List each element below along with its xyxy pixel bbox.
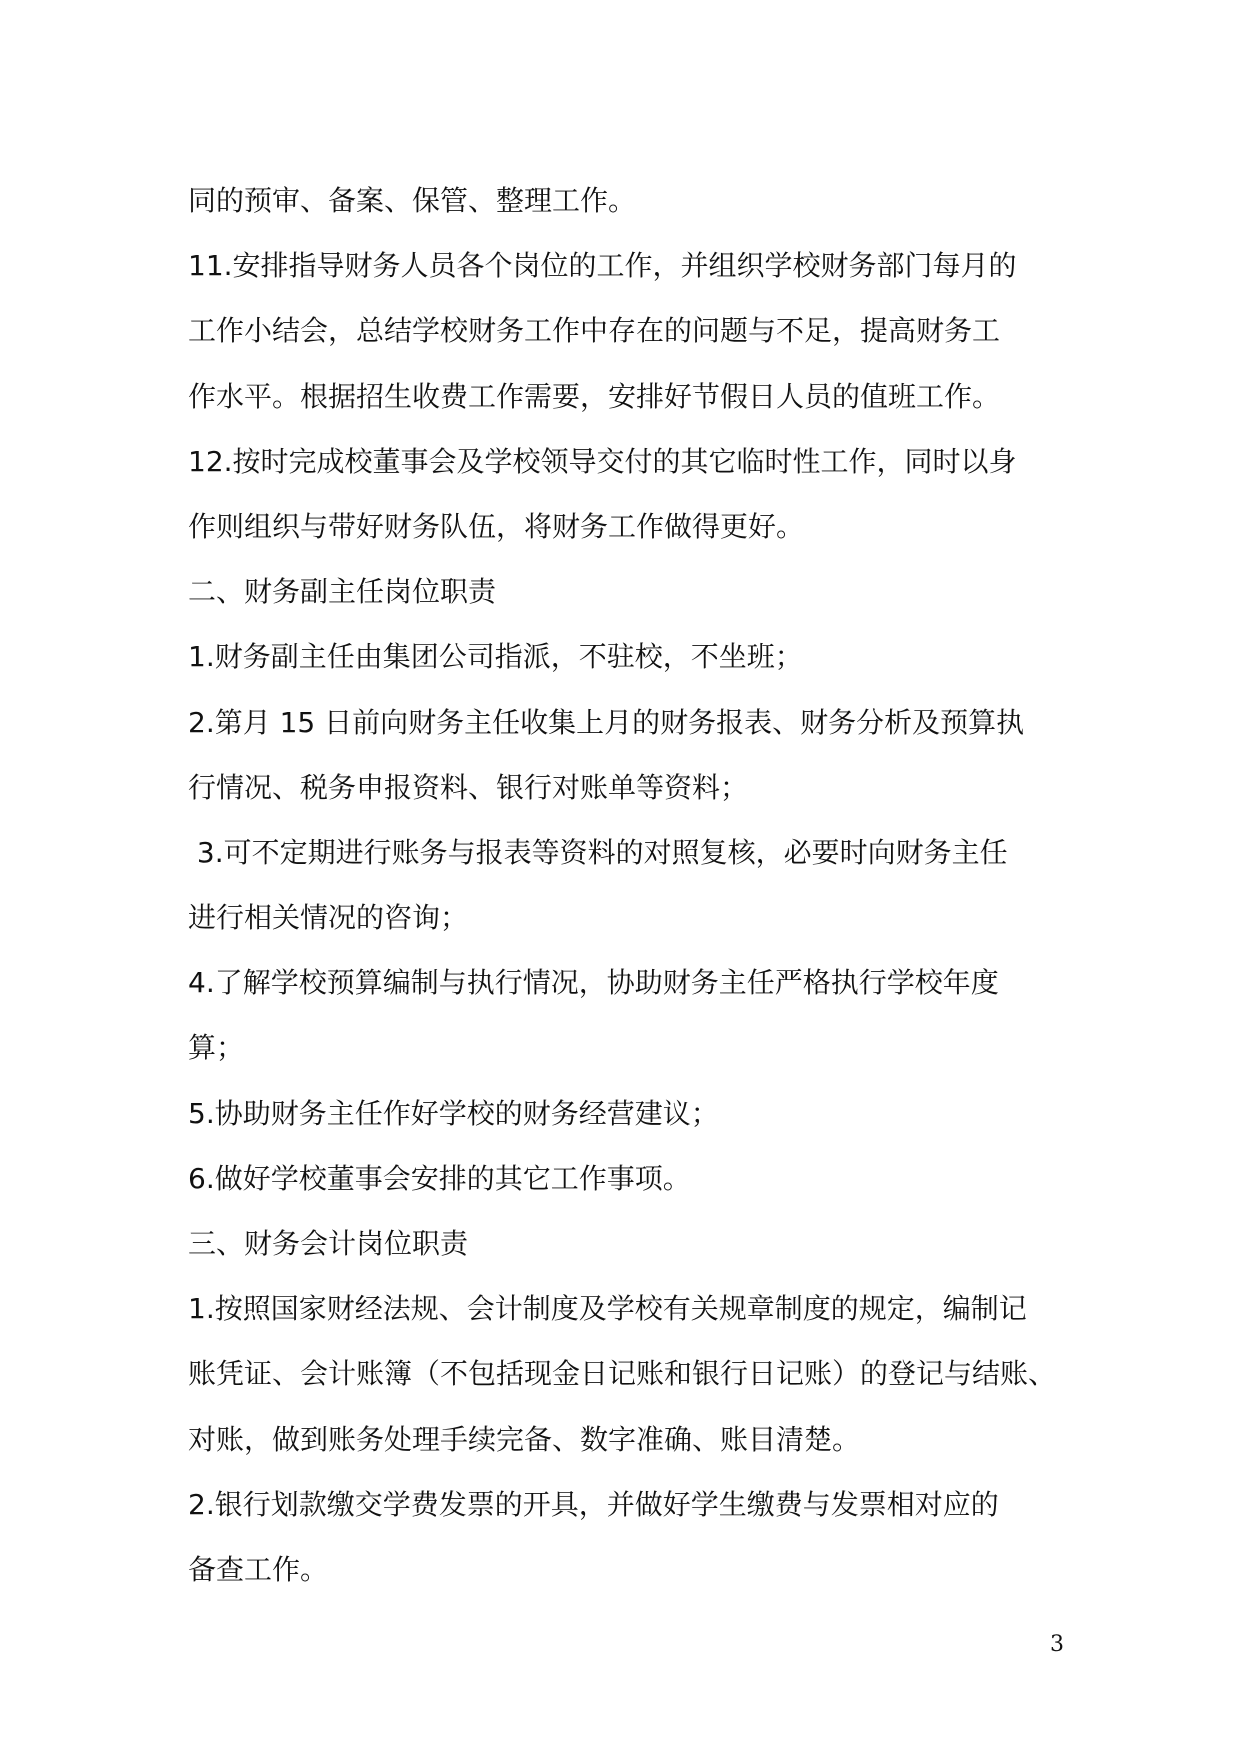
- document-body: [188, 168, 1068, 1602]
- text-line: 2.第月 15 日前向财务主任收集上月的财务报表、财务分析及预算执: [188, 705, 1025, 739]
- page-number: 3: [1050, 1632, 1064, 1657]
- text-line: 作水平。根据招生收费工作需要，安排好节假日人员的值班工作。: [188, 379, 1001, 413]
- section-heading: 三、财务会计岗位职责: [188, 1227, 469, 1260]
- text-line: 对账，做到账务处理手续完备、数字准确、账目清楚。: [188, 1422, 861, 1456]
- text-line: 同的预审、备案、保管、整理工作。: [188, 184, 637, 217]
- text-line: 11.安排指导财务人员各个岗位的工作，并组织学校财务部门每月的: [188, 249, 1017, 283]
- text-line: 行情况、税务申报资料、银行对账单等资料；: [188, 770, 749, 804]
- text-line: 12.按时完成校董事会及学校领导交付的其它临时性工作，同时以身: [188, 444, 1017, 478]
- text-line: 备查工作。: [188, 1552, 329, 1586]
- text-line: 3.可不定期进行账务与报表等资料的对照复核，必要时向财务主任: [188, 835, 1008, 869]
- section-heading: 二、财务副主任岗位职责: [188, 575, 497, 609]
- text-line: 工作小结会，总结学校财务工作中存在的问题与不足，提高财务工: [188, 314, 1001, 348]
- text-line: 4.了解学校预算编制与执行情况，协助财务主任严格执行学校年度: [188, 966, 999, 1000]
- text-line: 1.按照国家财经法规、会计制度及学校有关规章制度的规定，编制记: [188, 1292, 1027, 1326]
- text-line: 1.财务副主任由集团公司指派，不驻校，不坐班；: [188, 640, 803, 674]
- text-line: 算；: [188, 1031, 245, 1065]
- text-line: 2.银行划款缴交学费发票的开具，并做好学生缴费与发票相对应的: [188, 1487, 999, 1521]
- text-line: 5.协助财务主任作好学校的财务经营建议；: [188, 1096, 719, 1130]
- text-line: 账凭证、会计账簿（不包括现金日记账和银行日记账）的登记与结账、: [188, 1357, 1057, 1391]
- text-line: 作则组织与带好财务队伍，将财务工作做得更好。: [188, 509, 805, 543]
- text-line: 6.做好学校董事会安排的其它工作事项。: [188, 1161, 691, 1195]
- text-line: 进行相关情况的咨询；: [188, 901, 469, 935]
